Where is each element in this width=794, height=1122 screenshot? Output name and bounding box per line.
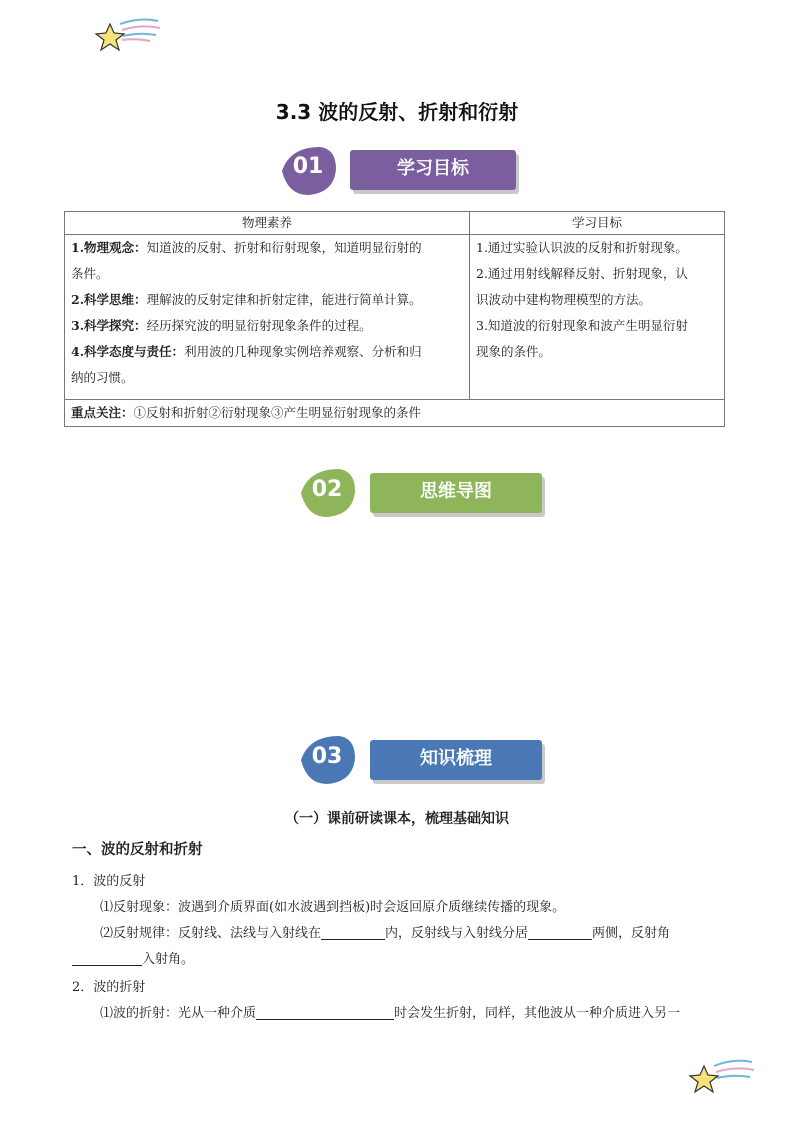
page-title: 3.3 波的反射、折射和衍射 — [275, 100, 519, 124]
objectives-cell — [470, 235, 725, 400]
item-wave-reflection: 1．波的反射 — [72, 874, 146, 889]
item-reflection-phenomenon: ⑴反射现象：波遇到介质界面(如水波遇到挡板)时会返回原介质继续传播的现象。 — [100, 900, 566, 915]
col-header-objectives: 学习目标 — [470, 212, 725, 235]
subsection-title: （一）课前研读课本，梳理基础知识 — [285, 811, 509, 827]
literacy-cell — [65, 235, 470, 400]
section-label: 思维导图 — [370, 473, 542, 513]
section-label: 知识梳理 — [370, 740, 542, 780]
objective-line: 2.通过用射线解释反射、折射现象，认 — [476, 266, 688, 281]
section-number: 03 — [311, 744, 343, 769]
fill-blank[interactable] — [256, 1005, 394, 1020]
item-wave-refraction: 2．波的折射 — [72, 980, 146, 995]
section-number: 02 — [311, 477, 343, 502]
learning-goals-table — [64, 211, 725, 427]
literacy-line: 条件。 — [71, 266, 109, 281]
star-icon — [96, 24, 124, 50]
focus-row: 重点关注：①反射和折射②衍射现象③产生明显衍射现象的条件 — [65, 400, 725, 427]
literacy-line: 1.物理观念：知道波的反射、折射和衍射现象，知道明显衍射的 — [71, 240, 422, 255]
item-reflection-law: ⑵反射规律：反射线、法线与入射线在 内，反射线与入射线分居 两侧，反射角 — [100, 926, 671, 941]
item-reflection-law-cont: 入射角。 — [72, 948, 194, 967]
section-label: 学习目标 — [350, 150, 516, 190]
objective-line: 识波动中建构物理模型的方法。 — [476, 292, 652, 307]
objective-line: 现象的条件。 — [476, 344, 552, 359]
fill-blank[interactable] — [72, 951, 142, 966]
literacy-line: 3.科学探究：经历探究波的明显衍射现象条件的过程。 — [71, 318, 372, 333]
literacy-line: 2.科学思维：理解波的反射定律和折射定律，能进行简单计算。 — [71, 292, 422, 307]
fill-blank[interactable] — [528, 925, 592, 940]
section-number: 01 — [292, 154, 324, 179]
literacy-line: 4.科学态度与责任：利用波的几种现象实例培养观察、分析和归 — [71, 344, 422, 359]
literacy-line: 纳的习惯。 — [71, 370, 134, 385]
star-decoration-top — [92, 18, 164, 58]
fill-blank[interactable] — [321, 925, 385, 940]
heading-reflection-refraction: 一、波的反射和折射 — [72, 842, 203, 858]
item-refraction-def: ⑴波的折射：光从一种介质 时会发生折射，同样，其他波从一种介质进入另一 — [100, 1006, 681, 1021]
star-icon — [690, 1066, 718, 1092]
star-decoration-bottom — [686, 1058, 758, 1098]
col-header-literacy: 物理素养 — [65, 212, 470, 235]
objective-line: 3.知道波的衍射现象和波产生明显衍射 — [476, 318, 688, 333]
objective-line: 1.通过实验认识波的反射和折射现象。 — [476, 240, 688, 255]
